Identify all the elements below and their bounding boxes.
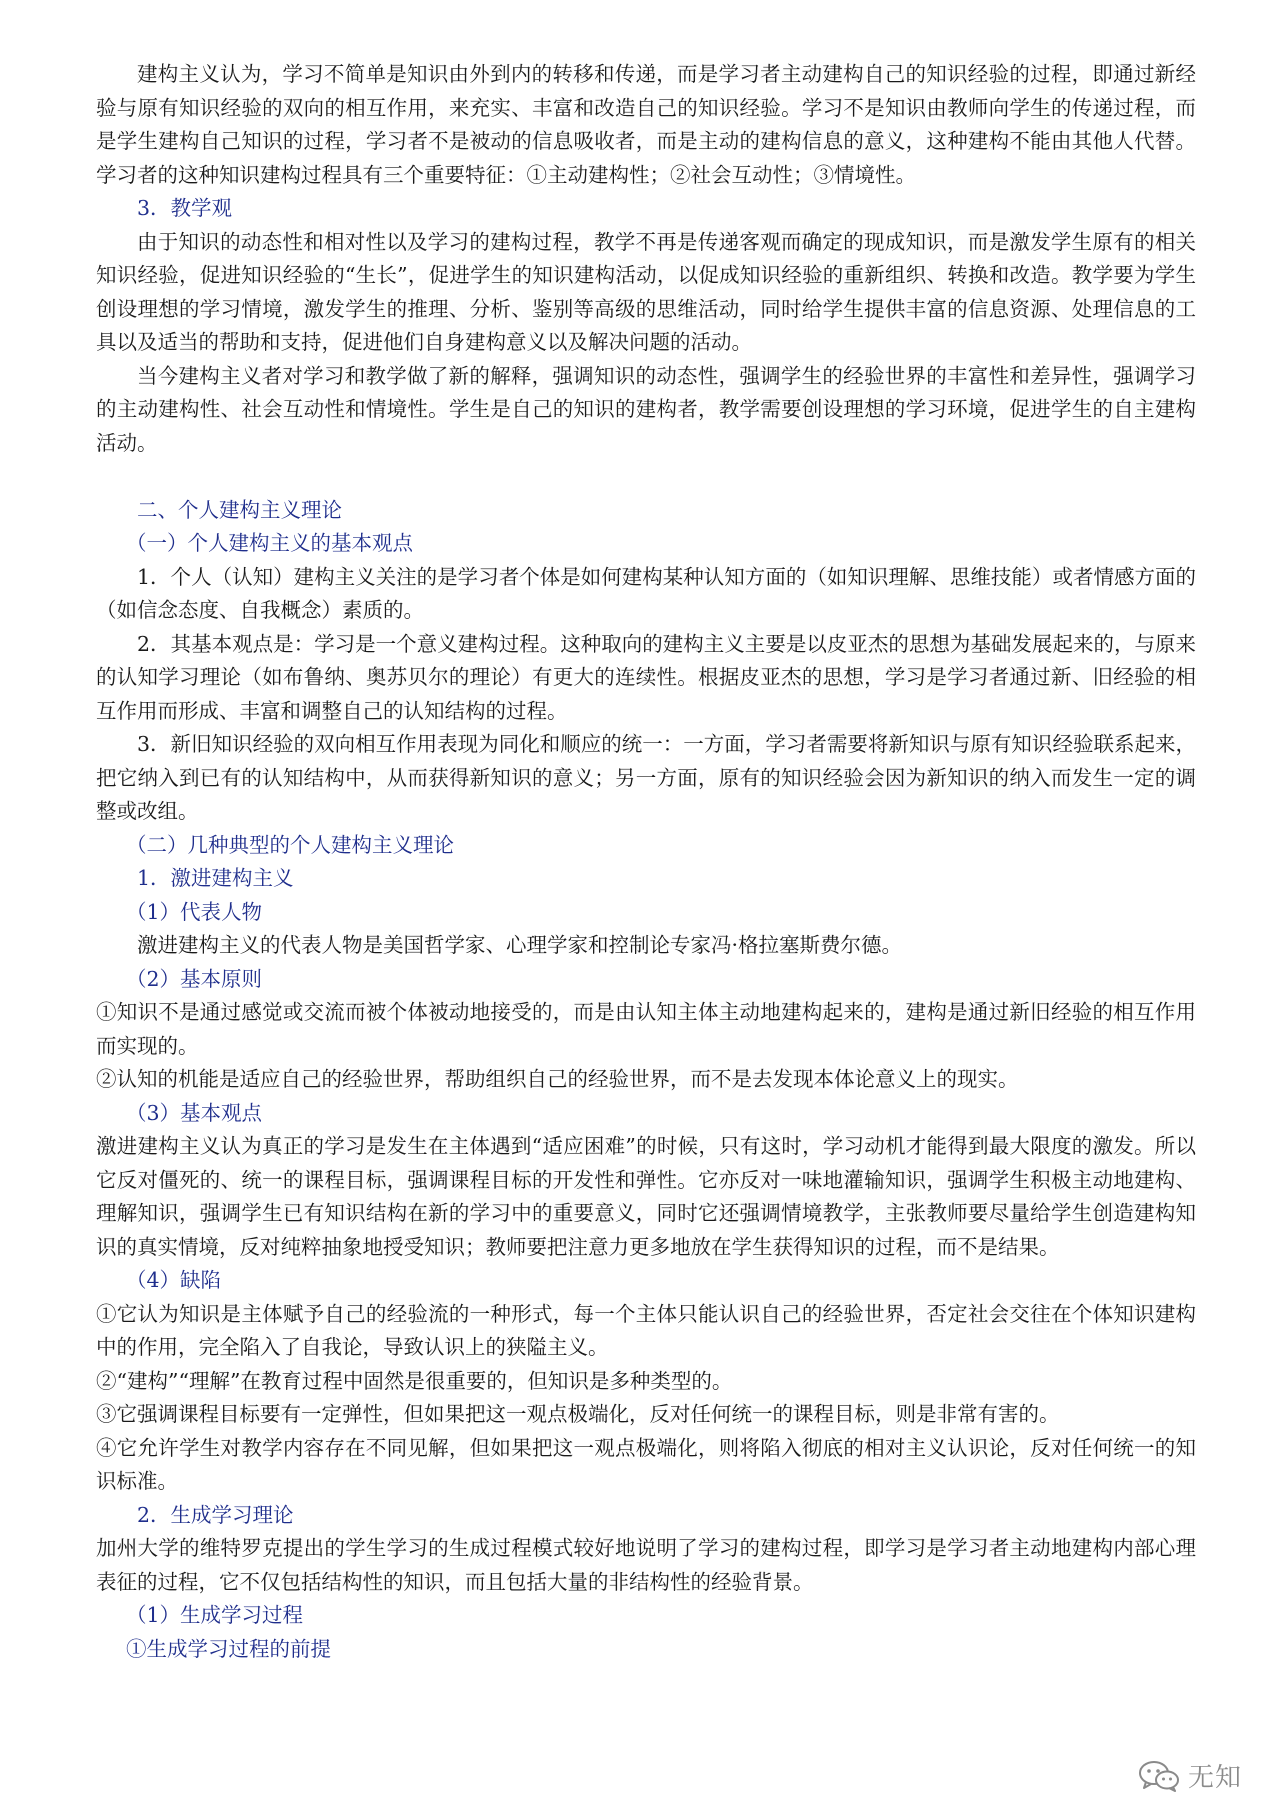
body-paragraph: 激进建构主义的代表人物是美国哲学家、心理学家和控制论专家冯·格拉塞斯费尔德。: [137, 933, 903, 957]
section-heading: 3．教学观: [137, 196, 233, 220]
section-heading: 二、个人建构主义理论: [137, 497, 342, 522]
section-heading: ①生成学习过程的前提: [126, 1636, 331, 1661]
body-paragraph: ②“建构”“理解”在教育过程中固然是很重要的，但知识是多种类型的。: [96, 1368, 733, 1393]
section-heading: （3）基本观点: [126, 1100, 263, 1125]
body-paragraph: ①它认为知识是主体赋予自己的经验流的一种形式，每一个主体只能认识自己的经验世界，否定社会交往在个体知识建构中的作用，完全陷入了自我论，导致认识上的狭隘主义。: [96, 1301, 1196, 1359]
section-heading: （1）生成学习过程: [126, 1603, 304, 1627]
body-paragraph: 3．新旧知识经验的双向相互作用表现为同化和顺应的统一：一方面，学习者需要将新知识与原有知识经验联系起来，把它纳入到已有的认知结构中，从而获得新知识的意义；另一方面，原有的知识经验会因为新知识的纳入而发生一定的调整或改组。: [96, 732, 1196, 823]
section-heading: （二）几种典型的个人建构主义理论: [126, 832, 454, 857]
body-paragraph: 2．其基本观点是：学习是一个意义建构过程。这种取向的建构主义主要是以皮亚杰的思想为基础发展起来的，与原来的认知学习理论（如布鲁纳、奥苏贝尔的理论）有更大的连续性。根据皮亚杰的思想，学习是学习者通过新、旧经验的相互作用而形成、丰富和调整自己的认知结构的过程。: [96, 631, 1196, 723]
section-heading: （4）缺陷: [126, 1268, 222, 1292]
body-paragraph: 1．个人（认知）建构主义关注的是学习者个体是如何建构某种认知方面的（如知识理解、思维技能）或者情感方面的（如信念态度、自我概念）素质的。: [96, 564, 1196, 622]
body-paragraph: ④它允许学生对教学内容存在不同见解，但如果把这一观点极端化，则将陷入彻底的相对主义认识论，反对任何统一的知识标准。: [96, 1435, 1196, 1493]
body-paragraph: 建构主义认为，学习不简单是知识由外到内的转移和传递，而是学习者主动建构自己的知识经验的过程，即通过新经验与原有知识经验的双向的相互作用，来充实、丰富和改造自己的知识经验。学习不是知识由教师向学生的传递过程，而是学生建构自己知识的过程，学习者不是被动的信息吸收者，而是主动的建构信息的意义，这种建构不能由其他人代替。学习者的这种知识建构过程具有三个重要特征：①主动建构性；②社会互动性；③情境性。: [96, 62, 1196, 187]
body-paragraph: 激进建构主义认为真正的学习是发生在主体遇到“适应困难”的时候，只有这时，学习动机才能得到最大限度的激发。所以它反对僵死的、统一的课程目标，强调课程目标的开发性和弹性。它亦反对一味地灌输知识，强调学生积极主动地建构、理解知识，强调学生已有知识结构在新的学习中的重要意义，同时它还强调情境教学，主张教师要尽量给学生创造建构知识的真实情境，反对纯粹抽象地授受知识；教师要把注意力更多地放在学生获得知识的过程，而不是结果。: [96, 1134, 1196, 1259]
body-paragraph: ②认知的机能是适应自己的经验世界，帮助组织自己的经验世界，而不是去发现本体论意义上的现实。: [96, 1067, 1019, 1091]
watermark: [1138, 1757, 1242, 1794]
body-paragraph: ③它强调课程目标要有一定弹性，但如果把这一观点极端化，反对任何统一的课程目标，则是非常有害的。: [96, 1402, 1060, 1426]
section-heading: 1．激进建构主义: [137, 866, 294, 890]
watermark-text: 无知: [1188, 1763, 1243, 1793]
body-paragraph: 当今建构主义者对学习和教学做了新的解释，强调知识的动态性，强调学生的经验世界的丰富性和差异性，强调学习的主动建构性、社会互动性和情境性。学生是自己的知识的建构者，教学需要创设理想的学习环境，促进学生的自主建构活动。: [96, 363, 1196, 455]
section-heading: （一）个人建构主义的基本观点: [126, 531, 413, 555]
wechat-icon: [1138, 1760, 1180, 1792]
body-paragraph: 由于知识的动态性和相对性以及学习的建构过程，教学不再是传递客观而确定的现成知识，而是激发学生原有的相关知识经验，促进知识经验的“生长”，促进学生的知识建构活动，以促成知识经验的重新组织、转换和改造。教学要为学生创设理想的学习情境，激发学生的推理、分析、鉴别等高级的思维活动，同时给学生提供丰富的信息资源、处理信息的工具以及适当的帮助和支持，促进他们自身建构意义以及解决问题的活动。: [96, 229, 1196, 354]
body-paragraph: 加州大学的维特罗克提出的学生学习的生成过程模式较好地说明了学习的建构过程，即学习是学习者主动地建构内部心理表征的过程，它不仅包括结构性的知识，而且包括大量的非结构性的经验背景。: [96, 1536, 1196, 1594]
section-heading: （1）代表人物: [126, 899, 263, 924]
document-page: [96, 58, 1196, 1666]
section-spacer: [96, 460, 1196, 494]
section-heading: 2．生成学习理论: [137, 1502, 294, 1527]
body-paragraph: ①知识不是通过感觉或交流而被个体被动地接受的，而是由认知主体主动地建构起来的，建构是通过新旧经验的相互作用而实现的。: [96, 1000, 1196, 1058]
section-heading: （2）基本原则: [126, 966, 263, 991]
